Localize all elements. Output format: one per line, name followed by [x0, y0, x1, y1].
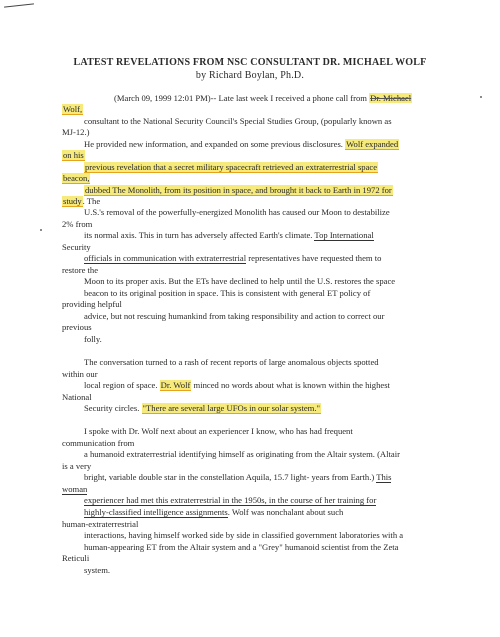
text-line: [84, 449, 400, 459]
text-segment: The conversation turned to a rash of recent reports of large anomalous objects spotted: [84, 357, 379, 367]
text-line: [84, 507, 343, 517]
text-line: [84, 426, 353, 436]
text-line: [62, 461, 91, 471]
text-segment: Security: [62, 242, 91, 252]
underlined-text: woman: [62, 484, 88, 494]
stray-dot: [480, 96, 482, 98]
text-segment: Moon to its proper axis. But the ETs have declined to help until the U.S. restores the space: [84, 276, 396, 286]
underlined-text: This: [376, 472, 392, 482]
text-line: [84, 253, 381, 263]
text-line: [62, 219, 92, 229]
text-segment: previous: [62, 322, 92, 332]
text-line: [84, 495, 376, 505]
text-segment: communication from: [62, 438, 135, 448]
text-segment: human-appearing ET from the Altair system and a "Grey" humanoid scientist from the Zeta: [84, 542, 399, 552]
text-segment: human-extraterrestrial: [62, 519, 139, 529]
highlighted-text: Dr. Michael: [370, 93, 412, 103]
text-segment: consultant to the National Security Council's Special Studies Group, (popularly known as: [84, 116, 392, 126]
highlighted-text: study: [63, 196, 82, 206]
highlighted-text: Wolf expanded: [346, 139, 399, 149]
text-line: [62, 392, 92, 402]
text-line: [84, 288, 370, 298]
text-line: [62, 265, 98, 275]
text-line: [62, 299, 122, 309]
text-line: [84, 139, 399, 149]
text-line: [84, 472, 391, 482]
text-line: [62, 150, 85, 160]
text-segment: its normal axis. This in turn has adversely affected Earth's climate.: [84, 230, 315, 240]
text-line: [62, 104, 83, 114]
text-segment: providing helpful: [62, 299, 122, 309]
text-segment: is a very: [62, 461, 92, 471]
text-line: [62, 553, 89, 563]
text-segment: bright, variable double star in the constellation Aquila, 15.7 light- years from Earth.): [84, 472, 377, 482]
text-segment: restore the: [62, 265, 99, 275]
text-line: [62, 173, 90, 183]
highlighted-text: Wolf,: [63, 104, 83, 114]
underlined-text: experiencer had met this extraterrestrial in the 1950s, in the course of her training for: [84, 495, 377, 505]
corner-pen-mark: [4, 3, 34, 7]
text-line: [84, 207, 390, 217]
text-line: [62, 127, 89, 137]
text-segment: advice, but not rescuing humankind from taking responsibility and action to correct our: [84, 311, 385, 321]
text-segment: local region of space.: [84, 380, 160, 390]
text-line: [84, 311, 384, 321]
text-line: [62, 484, 87, 494]
text-line: [62, 322, 92, 332]
text-line: [84, 276, 395, 286]
highlighted-text: dubbed The Monolith, from its position in space, and brought it back to Earth in 1972 for: [85, 185, 392, 195]
text-segment: within our: [62, 369, 98, 379]
article-title: LATEST REVELATIONS FROM NSC CONSULTANT DR. MICHAEL WOLF: [73, 57, 427, 68]
text-line: [84, 530, 403, 540]
text-line: [84, 565, 110, 575]
text-segment: He provided new information, and expanded on some previous disclosures.: [84, 139, 346, 149]
text-segment: Security circles.: [84, 403, 142, 413]
text-segment: system.: [84, 565, 111, 575]
text-line: [84, 185, 393, 195]
article-byline: by Richard Boylan, Ph.D.: [195, 70, 305, 81]
text-line: [114, 93, 412, 103]
text-segment: U.S.'s removal of the powerfully-energized Monolith has caused our Moon to destabilize: [84, 207, 390, 217]
text-segment: (March 09, 1999 12:01 PM)-- Late last week I received a phone call from: [114, 93, 370, 103]
text-segment: . The: [82, 196, 101, 206]
text-line: [84, 334, 102, 344]
text-segment: folly.: [84, 334, 102, 344]
text-segment: . Wolf was nonchalant about such: [227, 507, 344, 517]
text-segment: representatives have requested them to: [246, 253, 382, 263]
text-segment: interactions, having himself worked side by side in classified government laboratories with a: [84, 530, 404, 540]
text-segment: a humanoid extraterrestrial identifying himself as originating from the Altair system. (Altair: [84, 449, 400, 459]
text-segment: National: [62, 392, 92, 402]
text-segment: Reticuli: [62, 553, 90, 563]
text-segment: I spoke with Dr. Wolf next about an experiencer I know, who has had frequent: [84, 426, 353, 436]
text-line: [62, 519, 138, 529]
text-line: [84, 357, 379, 367]
text-segment: MJ-12.): [62, 127, 90, 137]
highlighted-text: "There are several large UFOs in our solar system.": [142, 403, 321, 413]
text-line: [84, 162, 378, 172]
underlined-text: highly-classified intelligence assignments: [84, 507, 228, 517]
text-line: [62, 196, 100, 206]
highlighted-text: previous revelation that a secret military spacecraft retrieved an extraterrestrial space: [85, 162, 378, 172]
text-segment: 2% from: [62, 219, 93, 229]
text-line: [84, 230, 374, 240]
text-line: [84, 542, 398, 552]
underlined-text: Top International: [314, 230, 374, 240]
highlighted-text: Dr. Wolf: [160, 380, 191, 390]
stray-dot: [40, 229, 42, 231]
text-segment: beacon to its original position in space. This is consistent with general ET policy of: [84, 288, 371, 298]
text-line: [62, 242, 91, 252]
highlighted-text: on his: [63, 150, 84, 160]
text-line: [62, 438, 134, 448]
underlined-text: officials in communication with extraterrestrial: [84, 253, 247, 263]
text-line: [62, 369, 98, 379]
highlighted-text: beacon,: [63, 173, 90, 183]
text-line: [84, 116, 392, 126]
text-segment: minced no words about what is known within the highest: [191, 380, 390, 390]
text-line: [84, 403, 321, 413]
text-line: [84, 380, 390, 390]
